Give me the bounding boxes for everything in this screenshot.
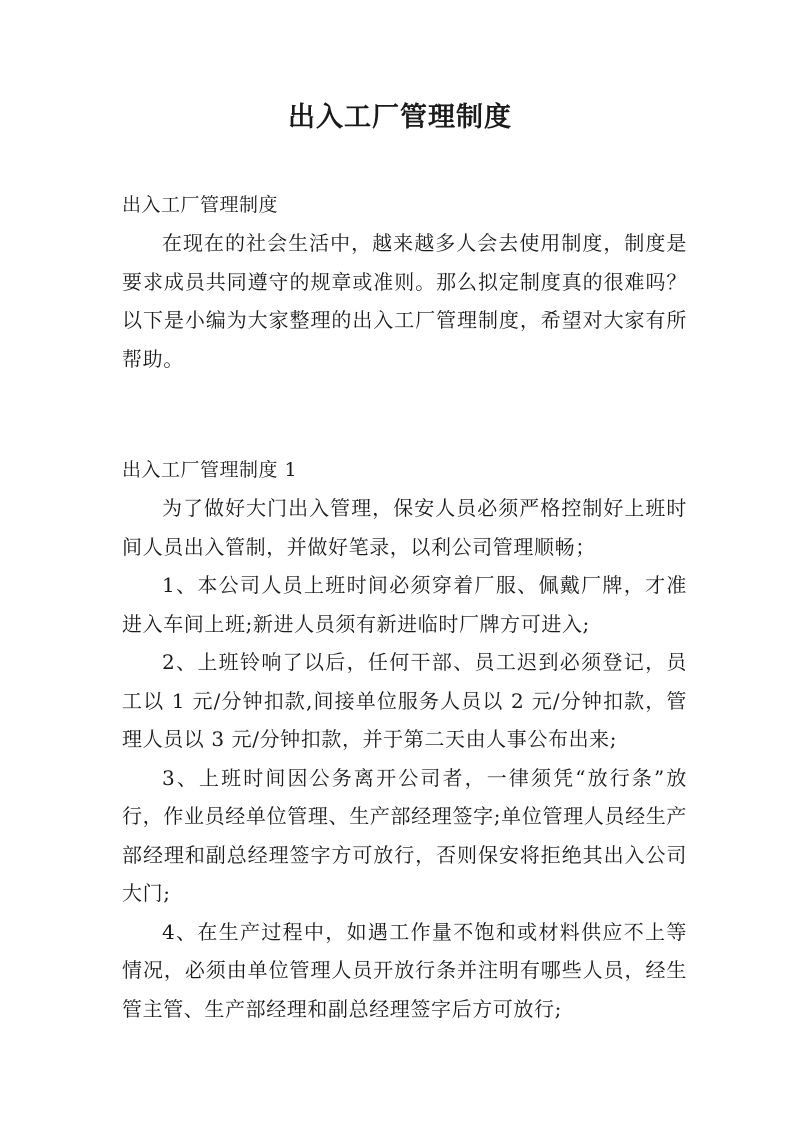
document-title: 出入工厂管理制度: [288, 102, 512, 133]
rule-3-paragraph: 3、上班时间因公务离开公司者，一律须凭“放行条”放行，作业员经单位管理、生产部经理签字;单位管理人员经生产部经理和副总经理签字方可放行，否则保安将拒绝其出入公司大门;: [122, 765, 687, 905]
rule-4-paragraph: 4、在生产过程中，如遇工作量不饱和或材料供应不上等情况，必须由单位管理人员开放行条并注明有哪些人员，经生管主管、生产部经理和副总经理签字后方可放行;: [122, 919, 687, 1021]
intro-section: [122, 186, 687, 378]
intro-paragraph: 在现在的社会生活中，越来越多人会去使用制度，制度是要求成员共同遵守的规章或准则。那么拟定制度真的很难吗？以下是小编为大家整理的出入工厂管理制度，希望对大家有所帮助。: [122, 231, 687, 371]
section-1-preamble: 为了做好大门出入管理，保安人员必须严格控制好上班时间人员出入管制，并做好笔录，以利公司管理顺畅；: [122, 496, 687, 559]
intro-heading: 出入工厂管理制度: [122, 194, 279, 216]
rule-1-paragraph: 1、本公司人员上班时间必须穿着厂服、佩戴厂牌，才准进入车间上班;新进人员须有新进临时厂牌方可进入;: [122, 573, 687, 636]
section-1: [122, 451, 687, 1028]
rule-2-paragraph: 2、上班铃响了以后，任何干部、员工迟到必须登记，员工以 1 元/分钟扣款,间接单位服务人员以 2 元/分钟扣款，管理人员以 3 元/分钟扣款，并于第二天由人事公布出来;: [122, 650, 687, 751]
section-1-heading: 出入工厂管理制度 1: [122, 459, 298, 481]
